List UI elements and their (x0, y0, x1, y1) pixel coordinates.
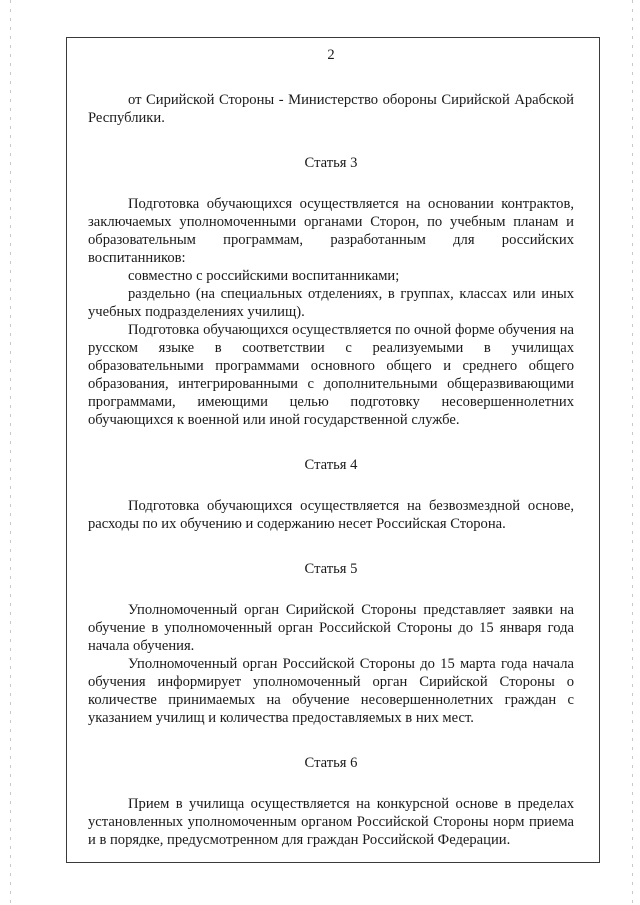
document-body (88, 46, 574, 849)
article-6-title: Статья 6 (304, 755, 358, 771)
scan-edge-left (10, 0, 11, 905)
article-3-paragraph-2: совместно с российскими воспитанниками; (128, 268, 400, 284)
article-5-title: Статья 5 (304, 561, 358, 577)
article-5-paragraph-2: Уполномоченный орган Российской Стороны до 15 марта года начала обучения информирует уполномоченный орган Сирийской Стороны о количестве принимаемых на обучение несовершеннолетних граждан с указанием училищ и количества предоставляемых в них мест. (88, 656, 574, 726)
article-5-paragraph-1: Уполномоченный орган Сирийской Стороны представляет заявки на обучение в уполномоченный орган Российской Стороны до 15 января года начала обучения. (88, 602, 574, 654)
article-6-paragraph-1: Прием в училища осуществляется на конкурсной основе в пределах установленных уполномоченным органом Российской Стороны норм приема и в порядке, предусмотренном для граждан Российской Федерации. (88, 796, 574, 848)
article-4-paragraph-1: Подготовка обучающихся осуществляется на безвозмездной основе, расходы по их обучению и содержанию несет Российская Сторона. (88, 498, 574, 532)
scan-edge-right (632, 0, 633, 905)
article-4-title: Статья 4 (304, 457, 358, 473)
page-number: 2 (327, 47, 335, 63)
article-3-paragraph-3: раздельно (на специальных отделениях, в группах, классах или иных учебных подразделениях училищ). (88, 286, 574, 320)
article-3-title: Статья 3 (304, 155, 358, 171)
intro-paragraph: от Сирийской Стороны - Министерство обороны Сирийской Арабской Республики. (88, 92, 574, 126)
article-3-paragraph-4: Подготовка обучающихся осуществляется по очной форме обучения на русском языке в соответствии с реализуемыми в училищах образовательными программами основного общего и среднего общего образования, интегрированными с дополнительными общеразвивающими программами, имеющими целью подготовку несовершеннолетних обучающихся к военной или иной государственной службе. (88, 322, 574, 428)
article-3-paragraph-1: Подготовка обучающихся осуществляется на основании контрактов, заключаемых уполномоченными органами Сторон, по учебным планам и образовательным программам, разработанным для российских воспитанников: (88, 196, 574, 266)
